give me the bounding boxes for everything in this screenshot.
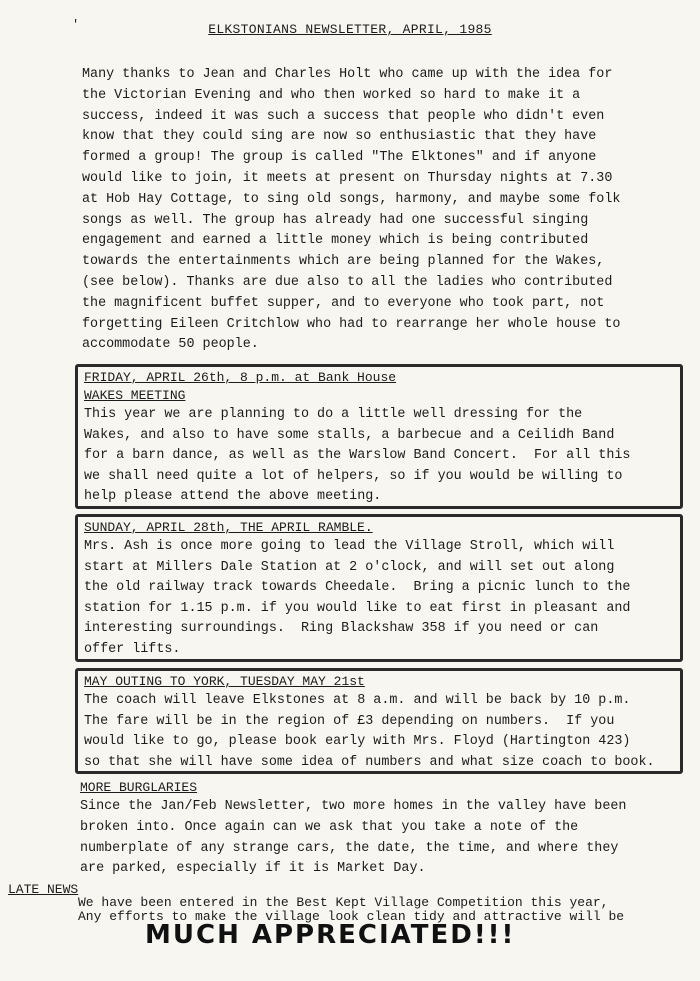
late-news-label: LATE NEWS — [8, 882, 79, 897]
burglaries-text: Since the Jan/Feb Newsletter, two more homes in the valley have been broken into. Once again can we ask that you take a note of the numberplate of any strange cars, the date, the time, and where they are parked, especially if it is Market Day. — [80, 799, 627, 877]
may-outing-box — [75, 668, 683, 774]
april-ramble-box — [75, 514, 683, 662]
wakes-meeting-box — [75, 364, 683, 509]
corner-mark: ' — [72, 18, 80, 32]
may-outing-heading: MAY OUTING TO YORK, TUESDAY MAY 21st — [84, 674, 365, 689]
handwritten-note: MUCH APPRECIATED!!! — [145, 920, 516, 950]
late-news-text: We have been entered in the Best Kept Village Competition this year, Any efforts to make the village look clean tidy and attractive will be — [78, 895, 625, 924]
burglaries-heading: MORE BURGLARIES — [80, 780, 198, 795]
may-outing-text: The coach will leave Elkstones at 8 a.m. and will be back by 10 p.m. The fare will be in the region of £3 depending on numbers. If you would like to go, please book early with Mrs. Floyd (Hartington 423) so that she will have some idea of numbers and what size coach to book. — [84, 693, 655, 770]
intro-paragraph: Many thanks to Jean and Charles Holt who came up with the idea for the Victorian Evening and who then worked so hard to make it a success, indeed it was such a success that people who didn't even know that they could sing are now so enthusiastic that they have formed a group! The group is called "The Elktones" and if anyone would like to join, it meets at present on Thursday nights at 7.30 at Hob Hay Cottage, to sing old songs, harmony, and maybe some folk songs as well. The group has already had one successful singing engagement and earned a little money which is being contributed towards the entertainments which are being planned for the Wakes, (see below). Thanks are due also to all the ladies who contributed the magnificent buffet supper, and to everyone who took part, not forgetting Eileen Critchlow who had to rearrange her whole house to accommodate 50 people. — [82, 67, 621, 353]
april-ramble-text: Mrs. Ash is once more going to lead the Village Stroll, which will start at Millers Dale Station at 2 o'clock, and will set out along the old railway track towards Cheedale. Bring a picnic lunch to the station for 1.15 p.m. if you would like to eat first in pleasant and interesting surroundings. Ring Blackshaw 358 if you need or can offer lifts. — [84, 539, 631, 657]
wakes-meeting-heading: WAKES MEETING — [84, 388, 186, 403]
wakes-meeting-text: This year we are planning to do a little well dressing for the Wakes, and also to have some stalls, a barbecue and a Ceilidh Band for a barn dance, as well as the Warslow Band Concert. For all this we shall need quite a lot of helpers, so if you would be willing to help please attend the above meeting. — [84, 407, 631, 505]
burglaries-section — [80, 779, 690, 880]
april-ramble-heading: SUNDAY, APRIL 28th, THE APRIL RAMBLE. — [84, 520, 373, 535]
wakes-meeting-date: FRIDAY, APRIL 26th, 8 p.m. at Bank House — [84, 370, 397, 385]
newsletter-title: ELKSTONIANS NEWSLETTER, APRIL, 1985 — [208, 22, 492, 37]
